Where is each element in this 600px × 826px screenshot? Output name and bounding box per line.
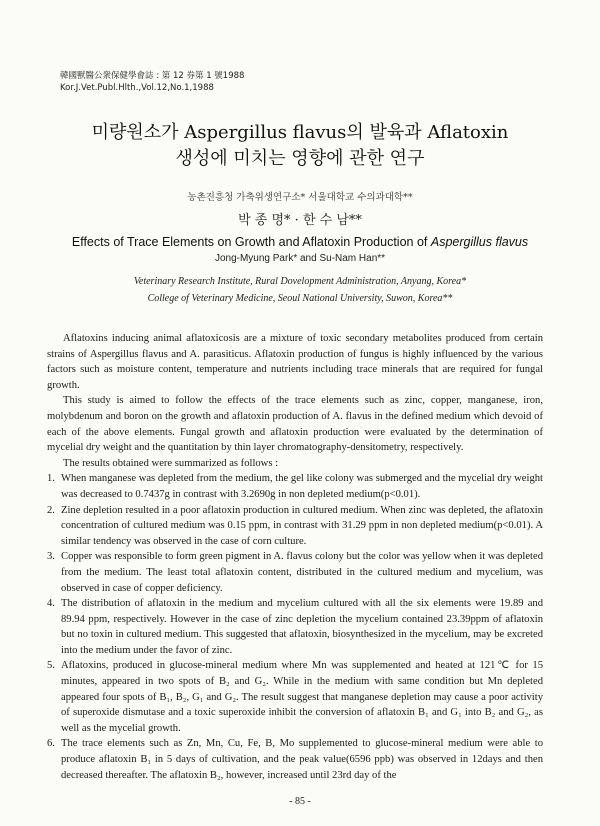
abstract-paragraph-1: Aflatoxins inducing animal aflatoxicosis are a mixture of toxic secondary metabolites produced from certain strains of Aspergillus flavus and A. parasiticus. Aflatoxin production of fungus is highly influenced by the various factors such as moisture content, temperature and nutrients including trace minerals that are required for fungal growth. [47,333,543,391]
list-item-text: Copper was responsible to form green pigment in A. flavus colony but the color was yellow when it was depleted from the medium. The least total aflatoxin content, distributed in the cultured medium and mycelium, was observed in case of copper deficiency. [61,551,543,594]
journal-name-english: Kor.J.Vet.Publ.Hlth.,Vol.12,No.1,1988 [60,83,214,93]
list-item-text: When manganese was depleted from the medium, the gel like colony was submerged and the mycelial dry weight was decreased to 0.7437g in contrast with 3.2690g in non depleted medium(p<0.01). [61,473,543,500]
list-item-number: 1. [47,473,55,485]
abstract-body [47,331,543,783]
korean-title-line1: 미량원소가 Aspergillus flavus의 발육과 Aflatoxin [91,122,509,143]
results-list [47,471,543,783]
english-affiliation-line1: Veterinary Research Institute, Rural Dovelopment Administration, Anyang, Korea* [133,276,467,287]
list-item [47,658,543,736]
list-item-number: 4. [47,598,55,610]
list-item-number: 2. [47,504,55,516]
korean-title [0,120,600,172]
list-item-text: Aflatoxins, produced in glucose-mineral medium where Mn was supplemented and heated at 121℃ for 15 minutes, appeared in two spots of B₂ and G₂. While in the medium with same condition but Mn depleted appeared four spots of B₁, B₂, G₁ and G₂. The result suggest that manganese depletion may cause a poor activity of superoxide dismutase and a toxic superoxide inhibit the conversion of aflatoxin B₁ and G₁ into B₂ and G₂, as well as the mycelial growth. [61,660,543,734]
results-intro: The results obtained were summarized as follows : [63,457,279,469]
list-item-text: The distribution of aflatoxin in the medium and mycelium cultured with all the six elements were 19.89 and 89.94 ppm, respectively. However in the case of zinc depletion the mycelium contained 23.39ppm of aflatoxin but no toxin in cultured medium. This suggested that aflatoxin, biosynthesized in the mycelium, may be excreted into the medium under the favor of zinc. [61,598,543,656]
abstract-paragraph-2: This study is aimed to follow the effects of the trace elements such as zinc, copper, manganese, iron, molybdenum and boron on the growth and aflatoxin production of A. flavus in the defined medium which devoid of each of the above elements. Fungal growth and aflatoxin production were evaluated by the determination of mycelial dry weight and the quantitation by thin layer chromatography-densitometry, respectively. [47,395,543,454]
english-authors: Jong-Myung Park* and Su-Nam Han** [214,253,386,264]
english-affiliation-line2: College of Veterinary Medicine, Seoul National University, Suwon, Korea** [147,293,453,304]
list-item [47,736,543,783]
korean-title-line2: 생성에 미치는 영향에 관한 연구 [175,148,425,169]
list-item [47,549,543,596]
english-title [0,235,600,249]
list-item-text: The trace elements such as Zn, Mn, Cu, Fe, B, Mo supplemented to glucose-mineral medium were able to produce aflatoxin B₁ in 5 days of cultivation, and the peak value(6596 ppb) was observed in 12days and then decreased thereafter. The aflatoxin B₂, however, increased until 23rd day of the [61,738,543,781]
list-item-number: 5. [47,660,55,672]
page-number: - 85 - [289,796,311,807]
korean-affiliation: 농촌진흥청 가축위생연구소* 서울대학교 수의과대학** [187,192,413,203]
english-title-species: Aspergillus flavus [430,235,529,249]
list-item [47,596,543,658]
journal-name-korean: 韓國獸醫公衆保健學會誌 : 第 12 券第 1 號1988 [60,71,245,81]
journal-header [60,70,244,94]
list-item [47,471,543,502]
english-title-main: Effects of Trace Elements on Growth and Aflatoxin Production of [71,235,431,249]
list-item-number: 3. [47,551,55,563]
list-item-text: Zine depletion resulted in a poor aflatoxin production in cultured medium. When zinc was depleted, the aflatoxin concentration of cultured medium was 0.15 ppm, in contrast with 31.29 ppm in non depleted medium(p<0.01). A similar tendency was observed in the case of corn culture. [61,504,543,547]
english-affiliation [0,273,600,307]
list-item-number: 6. [47,738,55,750]
korean-authors: 박 종 명* · 한 수 남** [238,213,362,228]
list-item [47,503,543,550]
